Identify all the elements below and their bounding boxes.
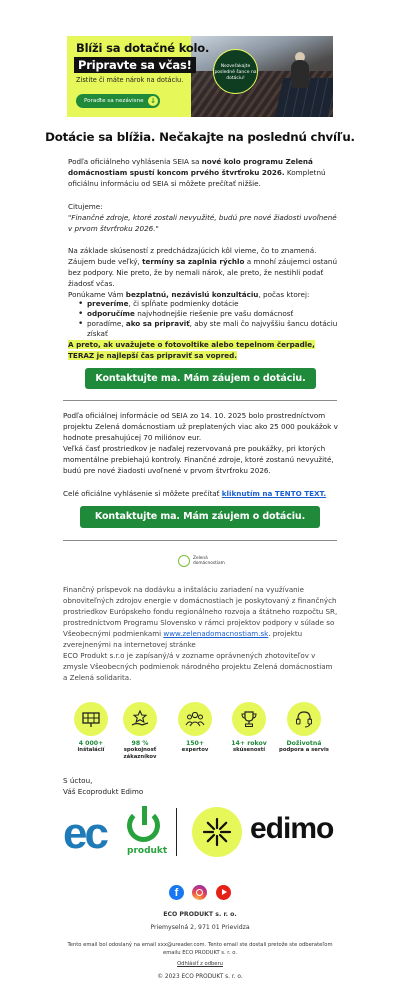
- stat-label: expertov: [181, 747, 209, 753]
- highlight-text: [68, 339, 336, 361]
- people-icon: [178, 702, 212, 736]
- intro-text-1: Podľa oficiálneho vyhlásenia SEIA sa: [68, 157, 202, 166]
- footer-copyright: © 2023 ECO PRODUKT s. r. o.: [157, 974, 243, 980]
- program-logo-line2: domácnostiam: [193, 561, 225, 566]
- seia-full-label: Celé oficiálne vyhlásenie si môžete prečítať: [63, 489, 222, 498]
- power-icon-bar: [142, 806, 147, 825]
- stat-value: 98 %: [131, 740, 149, 747]
- offer-list: [87, 299, 341, 339]
- list-item-text: najvhodnejšie riešenie pre vašu domácnosť: [134, 309, 294, 318]
- disclaimer-text-2: . projektu zverejnenými na internetovej stránke: [63, 629, 303, 649]
- eco-produkt-logo: [63, 805, 167, 860]
- signature-greeting: S úctou,: [63, 776, 93, 785]
- offer-text-1: Ponúkame Vám: [68, 290, 126, 299]
- main-headline: Dotácie sa blížia. Nečakajte na poslednú chvíľu.: [45, 130, 355, 144]
- hero-photo: [191, 36, 333, 117]
- stat-label: inštalácií: [77, 747, 105, 753]
- experience-text-bold: termíny sa zaplnia rýchlo: [142, 257, 245, 266]
- edimo-logo-text: edimo: [250, 812, 334, 845]
- intro-paragraph: [68, 156, 340, 189]
- unsubscribe-link[interactable]: Odhlásiť z odberu: [177, 961, 223, 967]
- program-website-link[interactable]: www.zelenadomacnostiam.sk: [163, 629, 269, 638]
- list-item-prefix: poradíme,: [87, 319, 126, 328]
- signature: [63, 775, 143, 797]
- contact-cta-button[interactable]: Kontaktujte ma. Mám záujem o dotáciu.: [85, 368, 316, 389]
- hand-star-icon: [123, 702, 157, 736]
- stat-experience: [219, 702, 279, 754]
- list-item-bold: odporučíme: [87, 309, 135, 318]
- seia-paragraph-1: Podľa oficiálnej informácie od SEIA zo 14. 10. 2025 bolo prostredníctvom projektu Zelená domácnostiam už preplatených viac ako 25 000 poukážok v hodnote presahujúcej 70 miliónov eur.: [63, 411, 338, 442]
- footer-notice: Tento email bol odoslaný na email xxx@ureader.com. Tento email ste dostali pretože ste odberateľom emailu ECO PRODUKT s. r. o.: [67, 942, 333, 956]
- list-item: [87, 309, 341, 319]
- quote-block: [68, 201, 340, 234]
- stat-label: skúseností: [232, 747, 266, 753]
- leaf-icon: [178, 555, 190, 567]
- offer-text-bold: bezplatnú, nezávislú konzultáciu: [125, 290, 259, 299]
- program-logo-text: [193, 556, 225, 566]
- quote-label: Citujeme:: [68, 202, 103, 211]
- headset-icon: [287, 702, 321, 736]
- list-item: [87, 299, 341, 309]
- edimo-sun-icon: [192, 807, 242, 857]
- footer-company: ECO PRODUKT s. r. o.: [163, 911, 237, 918]
- hero-button-label: Poraďte sa nezávisne: [84, 98, 144, 104]
- footer-address: Priemyselná 2, 971 01 Prievidza: [150, 924, 250, 931]
- seia-paragraph-2: Veľká časť prostriedkov je naďalej rezervovaná pre poukážky, pri ktorých momentálne prebiehajú kontroly. Finančné zdroje, ktoré zostanú nevyužité, budú pre nové žiadosti uvoľnené v prvom štvrťroku 2026.: [63, 444, 334, 475]
- experience-paragraph: [68, 245, 340, 289]
- facebook-icon[interactable]: f: [169, 885, 184, 900]
- divider: [63, 400, 337, 401]
- hero-title-line1: Blíži sa dotačné kolo.: [76, 41, 210, 55]
- hero-banner: [67, 36, 333, 117]
- stat-experts: [165, 702, 225, 754]
- list-item: [87, 319, 341, 339]
- signature-name: Váš Ecoprodukt Edimo: [63, 787, 144, 796]
- disclaimer-text-1: Finančný príspevok na dodávku a inštaláciu zariadení na využívanie obnoviteľných zdrojov energie v domácnostiach je poskytovaný z finančných prostriedkov Európskeho fondu regionálneho rozvoja a štátneho rozpočtu SR, prostredníctvom Programu Slovensko v rámci projektov podpory v súlade so Všeobecnými podmienkami: [63, 585, 338, 638]
- stat-satisfaction: [110, 702, 170, 760]
- worker-illustration: [291, 60, 309, 88]
- stat-label: spokojnosť zákazníkov: [123, 747, 157, 760]
- solar-panel-icon: [74, 702, 108, 736]
- stat-value: 150+: [185, 740, 205, 747]
- stat-value: 4 000+: [78, 740, 104, 747]
- hero-consult-button[interactable]: [76, 94, 160, 108]
- program-logo-line1: Zelená: [193, 556, 208, 561]
- stat-value: Doživotná: [286, 740, 322, 747]
- arrow-down-icon: ↓: [148, 96, 158, 106]
- intro-text-3: Kompletnú oficiálnu informáciu od SEIA si môžete prečítať nižšie.: [68, 168, 326, 188]
- contractor-disclaimer: ECO Produkt s.r.o je zapísaný/á v zozname oprávnených zhotoviteľov v zmysle Všeobecných podmienok národného projektu Zelená domácnostiam a Zelená solidarita.: [63, 651, 333, 682]
- list-item-bold: preveríme: [87, 299, 129, 308]
- experience-text-3: a mnohí záujemci ostanú bez podpory. Nie preto, že by nemali nárok, ale preto, že nestihli podať žiadosť včas.: [68, 257, 338, 288]
- zelena-domacnostiam-logo: [178, 554, 225, 569]
- highlight-span: A preto, ak uvažujete o fotovoltike alebo tepelnom čerpadle, TERAZ je najlepší čas pripraviť sa vopred.: [68, 340, 315, 360]
- experience-text-1: Na základe skúseností z predchádzajúcich kôl vieme, čo to znamená. Záujem bude veľký,: [68, 246, 317, 266]
- funding-disclaimer: [63, 584, 339, 650]
- hero-title-line2: Pripravte sa včas!: [74, 57, 196, 73]
- seia-full-link[interactable]: kliknutím na TENTO TEXT.: [221, 489, 327, 498]
- intro-text-bold: nové kolo programu Zelená domácnostiam spustí koncom prvého štvrťroku 2026.: [68, 157, 313, 177]
- stat-support: [274, 702, 334, 754]
- quote-text: "Finančné zdroje, ktoré zostali nevyužité, budú pre nové žiadosti uvoľnené v prvom štvrťroku 2026.": [68, 213, 337, 233]
- divider: [63, 540, 337, 541]
- youtube-icon[interactable]: [216, 885, 231, 900]
- hero-badge: Nezveľakajte posledné šance na dotáciu!: [213, 49, 258, 94]
- eco-logo-text: ec: [63, 809, 106, 858]
- seia-full-text: [63, 488, 339, 499]
- stat-value: 14+ rokov: [231, 740, 267, 747]
- contact-cta-button-2[interactable]: Kontaktujte ma. Mám záujem o dotáciu.: [80, 506, 320, 528]
- instagram-icon[interactable]: [192, 885, 207, 900]
- list-item-text: , či spĺňate podmienky dotácie: [128, 299, 239, 308]
- list-item-text: , aby ste mali čo najvyššiu šancu dotáciu získať: [87, 319, 338, 338]
- list-item-bold: ako sa pripraviť: [125, 319, 190, 328]
- logo-divider: [176, 808, 177, 856]
- hero-subtitle: Zistite či máte nárok na dotáciu.: [76, 76, 184, 84]
- offer-text-3: , počas ktorej:: [258, 290, 310, 299]
- trophy-icon: [232, 702, 266, 736]
- eco-logo-subtext: produkt: [127, 846, 168, 856]
- stat-label: podpora a servis: [279, 747, 329, 753]
